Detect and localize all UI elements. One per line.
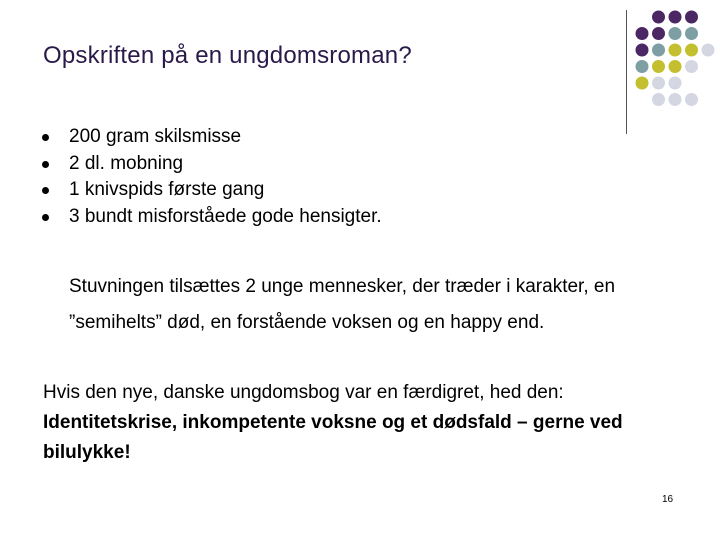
list-item-text: 2 dl. mobning (69, 152, 184, 174)
list-item-text: 1 knivspids første gang (69, 179, 265, 200)
conclusion-paragraph (43, 378, 683, 468)
list-item (42, 124, 382, 151)
decorative-dot (652, 11, 665, 24)
bullet-icon (42, 161, 49, 168)
decorative-dot (669, 77, 682, 90)
decorative-dot (685, 27, 698, 40)
page-number: 16 (662, 494, 674, 505)
conclusion-bold-text: Identitetskrise, inkompetente voksne og et dødsfald – gerne ved bilulykke! (43, 412, 623, 463)
decorative-dot (652, 27, 665, 40)
decorative-dot (652, 44, 665, 57)
decorative-dot (652, 60, 665, 73)
decorative-dot (702, 44, 715, 57)
decorative-dot (636, 27, 649, 40)
slide-title: Opskriften på en ungdomsroman? (43, 42, 412, 69)
decorative-dot (636, 44, 649, 57)
recipe-paragraph-line: Stuvningen tilsættes 2 unge mennesker, der træder i karakter, en (69, 276, 616, 297)
decorative-dot (669, 44, 682, 57)
decorative-dot (652, 93, 665, 106)
bullet-icon (42, 187, 49, 194)
decorative-dot (685, 44, 698, 57)
list-item (42, 204, 382, 231)
decorative-dot (669, 27, 682, 40)
list-item (42, 177, 382, 204)
decorative-dot (685, 93, 698, 106)
list-item (42, 151, 382, 178)
decorative-dot (652, 77, 665, 90)
decorative-dot (669, 11, 682, 24)
decorative-dot (636, 60, 649, 73)
list-item-text: 3 bundt misforståede gode hensigter. (69, 205, 382, 227)
ingredient-list (42, 124, 382, 230)
decorative-dot (685, 60, 698, 73)
bullet-icon (42, 214, 49, 221)
decorative-dot (636, 77, 649, 90)
decorative-dot (685, 11, 698, 24)
conclusion-intro: Hvis den nye, danske ungdomsbog var en færdigret, hed den: (43, 382, 564, 403)
recipe-paragraph-line: ”semihelts” død, en forstående voksen og en happy end. (69, 312, 545, 333)
decorative-dot (669, 60, 682, 73)
decorative-dot (669, 93, 682, 106)
list-item-text: 200 gram skilsmisse (69, 126, 242, 147)
decorative-dot-grid (620, 0, 720, 135)
recipe-paragraph (69, 269, 689, 341)
bullet-icon (42, 134, 49, 141)
